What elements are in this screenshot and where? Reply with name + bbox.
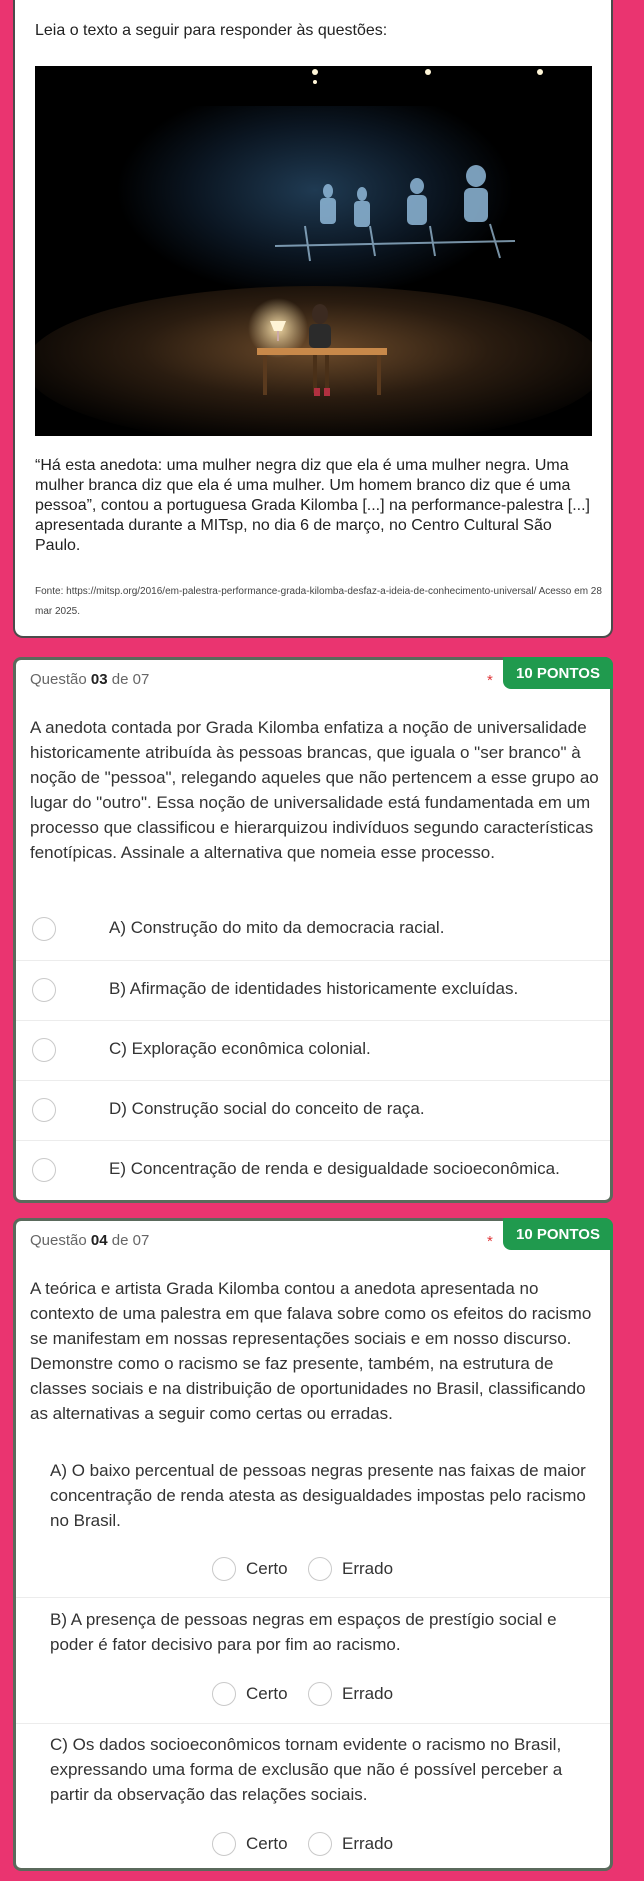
points-badge: 10 PONTOS <box>503 657 613 689</box>
source-citation: Fonte: https://mitsp.org/2016/em-palestra-performance-grada-kilomba-desfaz-a-ideia-de-conhecimento-universal/ Acesso em 28 mar 2025. <box>35 586 602 617</box>
radio-button[interactable] <box>308 1682 332 1706</box>
question-header <box>30 671 149 688</box>
choice-label: Certo <box>246 1684 288 1703</box>
statement-a-choices <box>212 1555 512 1583</box>
radio-button[interactable] <box>32 1038 56 1062</box>
choice-label: Certo <box>246 1834 288 1853</box>
radio-button[interactable] <box>32 1158 56 1182</box>
radio-button[interactable] <box>32 917 56 941</box>
required-mark: * <box>487 672 493 689</box>
question-label: Questão <box>30 1232 87 1249</box>
option-label: E) Concentração de renda e desigualdade socioeconômica. <box>109 1159 560 1178</box>
radio-button[interactable] <box>308 1832 332 1856</box>
radio-button[interactable] <box>212 1557 236 1581</box>
divider <box>16 1597 610 1598</box>
quote-text: “Há esta anedota: uma mulher negra diz que ela é uma mulher negra. Uma mulher branca diz que ela é uma mulher. Um homem branco diz que é uma pessoa”, contou a portuguesa Grada Kilomba [...] na performance-palestra [...] apresentada durante a MITsp, no dia 6 de março, no Centro Cultural São Paulo. <box>35 457 590 554</box>
question-label: Questão <box>30 671 87 688</box>
choice-errado[interactable] <box>308 1680 393 1708</box>
option-b[interactable] <box>16 960 610 1020</box>
option-label: C) Exploração econômica colonial. <box>109 1039 371 1058</box>
choice-label: Errado <box>342 1684 394 1703</box>
points-badge: 10 PONTOS <box>503 1218 613 1250</box>
statement-a-text: A) O baixo percentual de pessoas negras presente nas faixas de maior concentração de renda atesta as desigualdades impostas pelo racismo no Brasil. <box>50 1461 586 1530</box>
radio-button[interactable] <box>32 1098 56 1122</box>
radio-button[interactable] <box>212 1682 236 1706</box>
choice-label: Certo <box>246 1559 288 1578</box>
option-label: A) Construção do mito da democracia racial. <box>109 918 445 937</box>
performance-photo-illustration <box>35 66 592 436</box>
radio-button[interactable] <box>32 978 56 1002</box>
question-total: de 07 <box>111 671 150 688</box>
option-label: B) Afirmação de identidades historicamente excluídas. <box>109 979 519 998</box>
question-prompt: A teórica e artista Grada Kilomba contou a anedota apresentada no contexto de uma palestra em que falava sobre como os efeitos do racismo se manifestam em nossas representações sociais e em nosso discurso. Demonstre como o racismo se faz presente, também, na estrutura de classes sociais e na distribuição de oportunidades no Brasil, classificando as alternativas a seguir como certas ou erradas. <box>30 1279 592 1423</box>
choice-certo[interactable] <box>212 1555 288 1583</box>
option-c[interactable] <box>16 1020 610 1080</box>
text-intro: Leia o texto a seguir para responder às questões: <box>35 22 388 39</box>
choice-errado[interactable] <box>308 1830 393 1858</box>
choice-label: Errado <box>342 1559 394 1578</box>
statement-b-text: B) A presença de pessoas negras em espaços de prestígio social e poder é fator decisivo para por fim ao racismo. <box>50 1610 557 1654</box>
option-d[interactable] <box>16 1080 610 1140</box>
radio-button[interactable] <box>212 1832 236 1856</box>
radio-button[interactable] <box>308 1557 332 1581</box>
performance-photo <box>35 66 592 436</box>
text-card <box>13 0 613 638</box>
option-label: D) Construção social do conceito de raça. <box>109 1099 425 1118</box>
question-number: 04 <box>90 1232 108 1249</box>
question-04-card <box>13 1218 613 1871</box>
statement-b-choices <box>212 1680 512 1708</box>
option-a[interactable] <box>16 900 610 960</box>
question-total: de 07 <box>111 1232 150 1249</box>
question-header <box>30 1232 149 1249</box>
choice-certo[interactable] <box>212 1830 288 1858</box>
option-e[interactable] <box>16 1140 610 1200</box>
choice-label: Errado <box>342 1834 394 1853</box>
choice-errado[interactable] <box>308 1555 393 1583</box>
options-list <box>16 900 610 1200</box>
divider <box>16 1723 610 1724</box>
statement-c-text: C) Os dados socioeconômicos tornam evidente o racismo no Brasil, expressando uma forma de exclusão que não é possível perceber a partir da observação das relações sociais. <box>50 1735 563 1804</box>
question-prompt: A anedota contada por Grada Kilomba enfatiza a noção de universalidade historicamente atribuída às pessoas brancas, que iguala o "ser branco" à noção de "pessoa", relegando aqueles que não pertencem a esse grupo ao lugar do "outro". Essa noção de universalidade está fundamentada em um processo que classificou e hierarquizou indivíduos segundo características fenotípicas. Assinale a alternativa que nomeia esse processo. <box>30 718 599 862</box>
choice-certo[interactable] <box>212 1680 288 1708</box>
question-03-card <box>13 657 613 1203</box>
statement-c-choices <box>212 1830 512 1858</box>
required-mark: * <box>487 1233 493 1250</box>
question-number: 03 <box>90 671 108 688</box>
